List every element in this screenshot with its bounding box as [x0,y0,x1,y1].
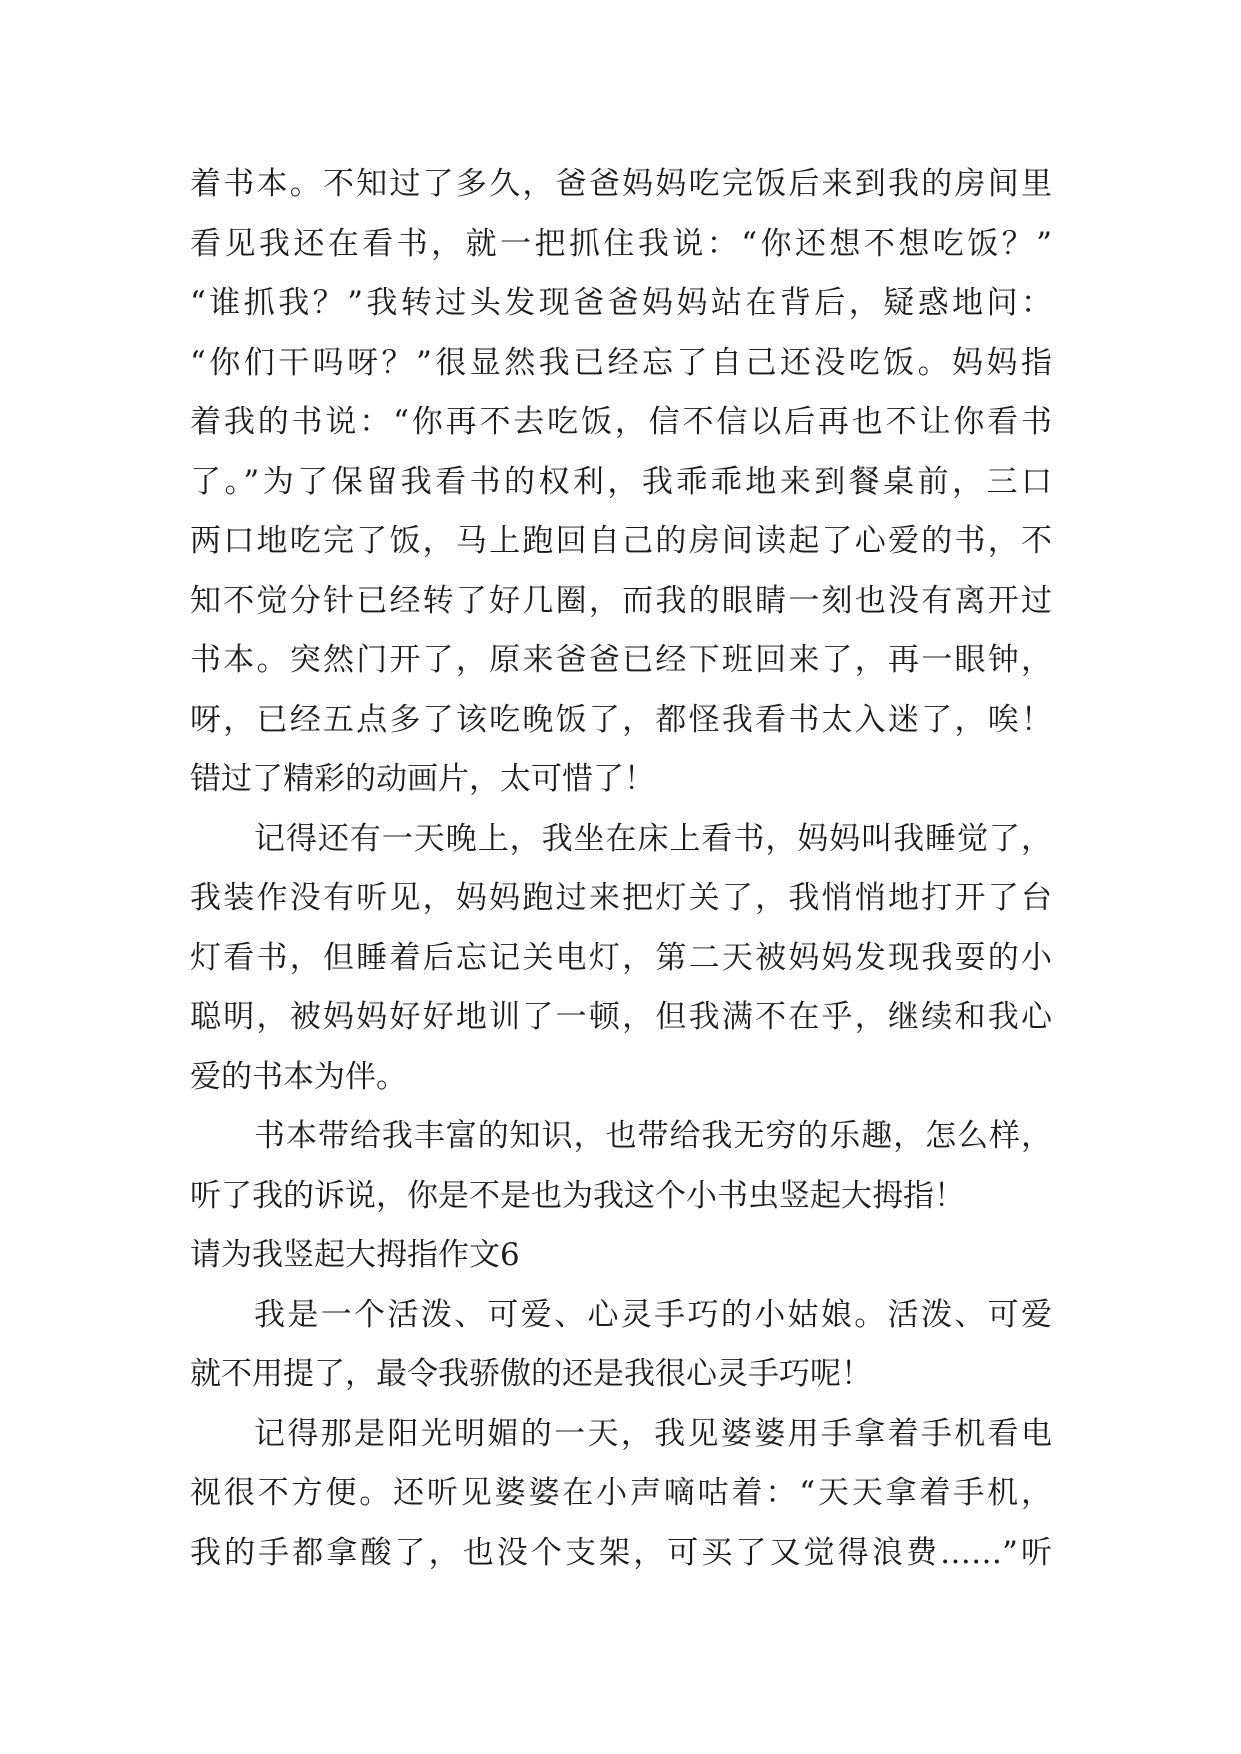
text-line: 看见我还在看书，就一把抓住我说：“你还想不想吃饭？” [190,225,1052,262]
text-line: 聪明，被妈妈好好地训了一顿，但我满不在乎，继续和我心 [190,999,1052,1035]
text-line: “你们干吗呀？”很显然我已经忘了自己还没吃饭。妈妈指 [190,344,1052,381]
text-line: 着我的书说：“你再不去吃饭，信不信以后再也不让你看书 [190,404,1052,440]
text-line: 记得那是阳光明媚的一天，我见婆婆用手拿着手机看电 [254,1415,1052,1452]
essay-title: 请为我竖起大拇指作文6 [190,1237,520,1273]
text-line: 知不觉分针已经转了好几圈，而我的眼睛一刻也没有离开过 [190,582,1052,619]
text-line: 书本带给我丰富的知识，也带给我无穷的乐趣，怎么样， [254,1118,1052,1154]
text-line: 我装作没有听见，妈妈跑过来把灯关了，我悄悄地打开了台 [190,880,1052,916]
text-line: 书本。突然门开了，原来爸爸已经下班回来了，再一眼钟， [190,642,1052,678]
paragraph [190,1107,1052,1226]
text-line: 呀，已经五点多了该吃晚饭了，都怪我看书太入迷了，唉！ [190,701,1052,738]
text-line: 错过了精彩的动画片，太可惜了！ [190,761,655,797]
paragraph [190,155,1052,810]
text-line: 我是一个活泼、可爱、心灵手巧的小姑娘。活泼、可爱 [254,1296,1052,1333]
essay-6-section [190,1226,1052,1583]
text-line: 视很不方便。还听见婆婆在小声嘀咕着：“天天拿着手机， [190,1475,1052,1511]
document-body [190,155,1052,1583]
text-line: 听了我的诉说，你是不是也为我这个小书虫竖起大拇指！ [190,1177,965,1214]
paragraph [190,810,1052,1108]
text-line: 就不用提了，最令我骄傲的还是我很心灵手巧呢！ [190,1356,872,1392]
text-line: 爱的书本为伴。 [190,1058,407,1095]
text-line: 了。”为了保留我看书的权利，我乖乖地来到餐桌前，三口 [190,463,1052,500]
paragraph [190,1286,1052,1405]
text-line: 两口地吃完了饭，马上跑回自己的房间读起了心爱的书，不 [190,523,1052,559]
text-line: 记得还有一天晚上，我坐在床上看书，妈妈叫我睡觉了， [254,820,1052,857]
paragraph [190,1405,1052,1584]
text-line: 着书本。不知过了多久，爸爸妈妈吃完饭后来到我的房间里 [190,166,1052,202]
previous-essay-section [190,155,1052,1226]
text-line: 灯看书，但睡着后忘记关电灯，第二天被妈妈发现我耍的小 [190,939,1052,976]
text-line: 我的手都拿酸了，也没个支架，可买了又觉得浪费……”听 [190,1534,1052,1571]
text-line: “谁抓我？”我转过头发现爸爸妈妈站在背后，疑惑地问： [190,285,1052,321]
